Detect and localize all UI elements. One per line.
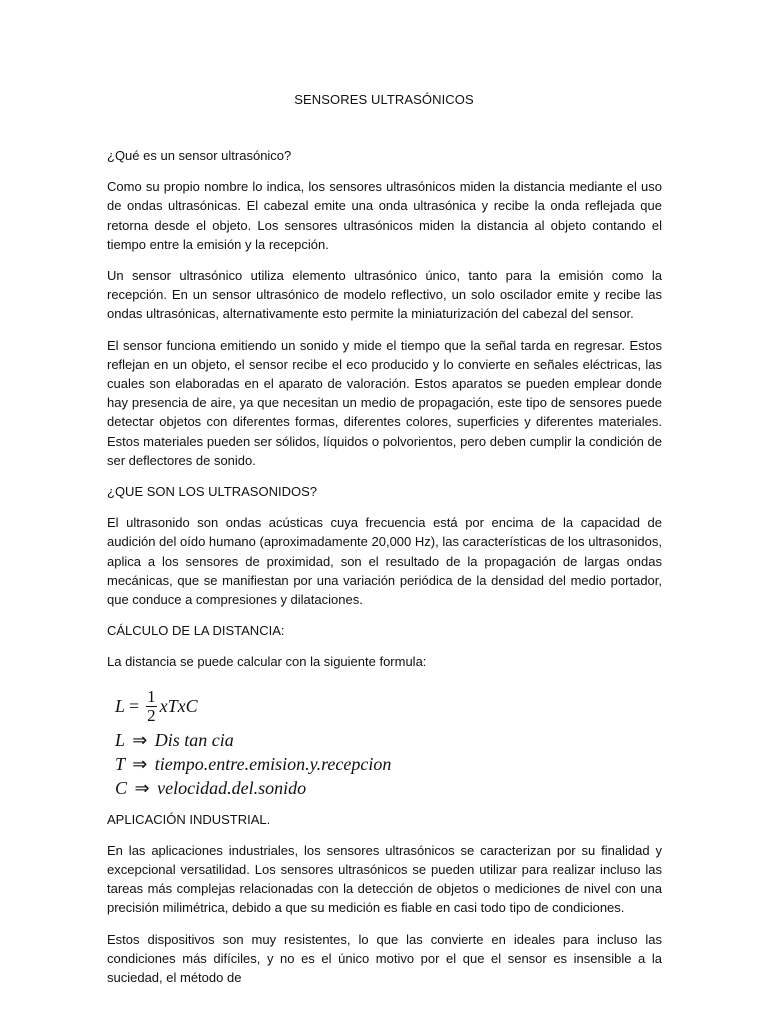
formula-lhs: L [115,696,126,717]
distance-formula [115,686,662,800]
formula-rhs: xTxC [159,696,198,717]
formula-fraction [146,688,157,725]
formula-numerator: 1 [147,687,156,707]
formula-def-symbol: L [115,729,125,750]
formula-def-line [115,776,662,800]
heading-ultrasounds: ¿QUE SON LOS ULTRASONIDOS? [107,484,317,500]
paragraph: Un sensor ultrasónico utiliza elemento ultrasónico único, tanto para la emisión como la recepción. En un sensor ultrasónico de modelo reflectivo, un solo oscilador emite y recibe las ondas ultrasónicas, alternativamente esto permite la miniaturización del cabezal del sensor. [107,268,662,322]
heading-what-is-sensor: ¿Qué es un sensor ultrasónico? [107,148,292,163]
heading-distance-calc: CÁLCULO DE LA DISTANCIA: [107,623,285,639]
implies-arrow-icon: ⇒ [134,777,150,798]
paragraph: Como su propio nombre lo indica, los sensores ultrasónicos miden la distancia mediante el uso de ondas ultrasónicas. El cabezal emite una onda ultrasónica y recibe la onda reflejada que retorna desde el objeto. Los sensores ultrasónicos miden la distancia al objeto contando el tiempo entre la emisión y la recepción. [107,179,662,252]
implies-arrow-icon: ⇒ [132,729,148,750]
formula-def-line [115,752,662,776]
formula-equals: = [129,696,140,717]
formula-def-line [115,728,662,752]
paragraph: La distancia se puede calcular con la siguiente formula: [107,654,427,670]
formula-def-text: tiempo.entre.emision.y.recepcion [154,753,392,774]
heading-industrial-application: APLICACIÓN INDUSTRIAL. [107,811,271,827]
formula-denominator: 2 [147,706,156,726]
formula-def-text: Dis tan cia [154,729,234,750]
paragraph: El sensor funciona emitiendo un sonido y mide el tiempo que la señal tarda en regresar. Estos reflejan en un objeto, el sensor recibe el eco producido y lo convierte en señales eléctricas, las cuales son elaboradas en el aparato de valoración. Estos aparatos se pueden emplear donde hay presencia de aire, ya que necesitan un medio de propagación, este tipo de sensores puede detectar objetos con diferentes formas, diferentes colores, superficies y diferentes materiales. Estos materiales pueden ser sólidos, líquidos o polvorientos, pero deben cumplir la condición de ser deflectores de sonido. [107,337,662,468]
paragraph: En las aplicaciones industriales, los sensores ultrasónicos se caracterizan por su finalidad y excepcional versatilidad. Los sensores ultrasónicos se pueden utilizar para realizar incluso las tareas más complejas relacionadas con la detección de objetos o mediciones de nivel con una precisión milimétrica, debido a que su medición es fiable en casi todo tipo de condiciones. [107,842,662,916]
formula-main-line [115,686,662,728]
implies-arrow-icon: ⇒ [132,753,148,774]
formula-def-text: velocidad.del.sonido [157,777,307,798]
formula-def-symbol: T [115,753,125,774]
document-title: SENSORES ULTRASÓNICOS [294,92,474,107]
paragraph: El ultrasonido son ondas acústicas cuya frecuencia está por encima de la capacidad de audición del oído humano (aproximadamente 20,000 Hz), las características de los ultrasonidos, aplica a los sensores de proximidad, son el resultado de la propagación de largas ondas mecánicas, que se manifiestan por una variación periódica de la densidad del medio portador, que conduce a compresiones y dilataciones. [107,515,662,608]
paragraph: Estos dispositivos son muy resistentes, lo que las convierte en ideales para incluso las condiciones más difíciles, y no es el único motivo por el que el sensor es insensible a la suciedad, el método de [107,931,662,986]
formula-def-symbol: C [115,777,128,798]
document-body [107,146,662,999]
